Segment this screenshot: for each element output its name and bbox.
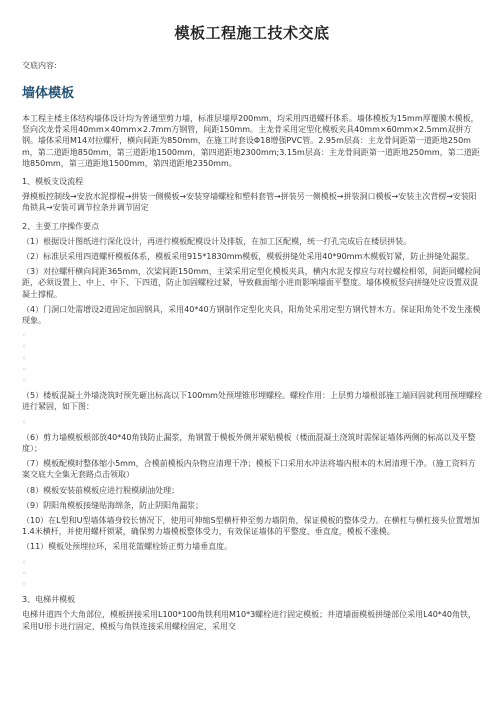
flow-paragraph: 弹模板控制线→安放水泥撑棍→拼装一侧模板→安装穿墙螺栓和塑料套管→拼装另一侧模板→拼装洞口模板→安装主次背楞→安装阳角锁具→安装可调节拉条并调节固定 bbox=[22, 192, 477, 213]
section-heading: 墙体模板 bbox=[22, 86, 75, 101]
item-2: （2）标准层采用四道螺杆模板体系，模板采用915*1830mm模板，模板拼缝处采用40*90mm木模板钉紧，防止拼缝处漏浆。 bbox=[22, 252, 475, 262]
empty-bullet bbox=[22, 330, 482, 341]
empty-bullet bbox=[22, 375, 482, 386]
empty-bullet bbox=[22, 579, 482, 590]
item-9: （9）阴阳角模板接缝贴海绵条，防止阴阳角漏浆； bbox=[22, 500, 204, 510]
subheading-2: 2、主要工序操作要点 bbox=[22, 221, 100, 231]
item-10: （10）在L型和U型墙体墙身较长情况下，使用可伸缩S型横杆伸至剪力墙阴角，保证模板的整体受力。在横杠与横杠接头位置增加1.4米横杆，并使用螺杆锁紧，确保剪力墙模板整体受力，有效保证墙体的平整度、垂直度，模板不涨模。 bbox=[22, 516, 480, 537]
page-title: 模板工程施工技术交底 bbox=[174, 24, 330, 42]
subheading-1: 1、模板支设流程 bbox=[22, 177, 84, 187]
item-8: （8）模板安装前模板应进行脱模刷油处理； bbox=[22, 485, 180, 495]
empty-bullet bbox=[22, 341, 482, 352]
item-6: （6）剪力墙模板根部放40*40角钱防止漏浆，角钢置于模板外侧并紧贴模板（楼面混凝土浇筑时需保证墙体两侧的标高以及平整度）； bbox=[22, 432, 476, 453]
intro-paragraph: 本工程主楼主体结构墙体设计均为普通型剪力墙，标准层墙厚200mm，均采用四道螺杆体系。墙体模板为15mm厚覆膜木模板，竖向次龙骨采用40mm×40mm×2.7mm方钢管，间距150mm。主龙骨采用定型化模板夹具40mm×60mm×2.5mm双拼方钢。墙体采用M14对拉螺杆，横向间距为850mm，在施工时套设Φ18增强PVC管。2.95m层高：主龙骨间距第一道距地250mm，第二道距地850mm，第三道距地1500mm，第四道距地2300mm;3.15m层高：主龙骨间距第一道距地250mm，第二道距地850mm，第三道距地1500mm，第四道距地2350mm。 bbox=[22, 114, 480, 168]
empty-bullet bbox=[22, 417, 482, 428]
item-4: （4）门洞口处需增设2道固定加固钢具，采用40*40方钢制作定型化夹具，阳角处采用定型方钢代替木方。保证阳角处不发生涨模现象。 bbox=[22, 304, 481, 326]
empty-bullet bbox=[22, 568, 482, 579]
empty-bullet bbox=[22, 364, 482, 375]
item-5: （5）楼板混凝土外墙浇筑时预先砸出标高以下100mm处预埋锥形埋螺栓。螺栓作用：上层剪力墙根部施工端回固就利用预埋螺栓进行紧固，如下图： bbox=[22, 391, 482, 412]
content-label: 交底内容: bbox=[22, 61, 57, 70]
elevator-paragraph: 电梯井道四个大角部位，模板拼接采用L100*100角铁利用M10*3螺栓进行固定模板；井道墙面模板拼缝部位采用L40*40角铁，采用U形卡进行固定，模板与角铁连接采用螺栓固定，采用交 bbox=[22, 610, 476, 631]
item-11: （11）模板处预埋拉环，采用花篮螺栓矫正剪力墙垂直度。 bbox=[22, 542, 233, 552]
empty-bullet bbox=[22, 353, 482, 364]
subheading-3: 3、电梯井模板 bbox=[22, 595, 76, 605]
item-7: （7）模板配模时整体缩小5mm，合模前模板内杂物应清理干净；模板下口采用水冲法将墙内根本的木屑清理干净。（施工资料方案交底大全集无套路点击领取） bbox=[22, 459, 476, 480]
item-3: （3）对拉螺杆横向间距365mm，次梁间距150mm，主梁采用定型化模板夹具，横内水泥支撑应与对拉螺栓相邻，间距同螺栓间距，必须设置上、中上、中下、下四道，防止加固螺栓过紧，导致截面缩小进而影响墙面平整度。墙体模板竖向拼缝处应设置双混凝土撑棍。 bbox=[22, 267, 481, 299]
item-1: （1）根据设计图纸进行深化设计，再进行模板配模设计及排版，在加工区配模，统一打孔完成后在楼层拼装。 bbox=[22, 236, 412, 246]
empty-bullet bbox=[22, 557, 482, 568]
